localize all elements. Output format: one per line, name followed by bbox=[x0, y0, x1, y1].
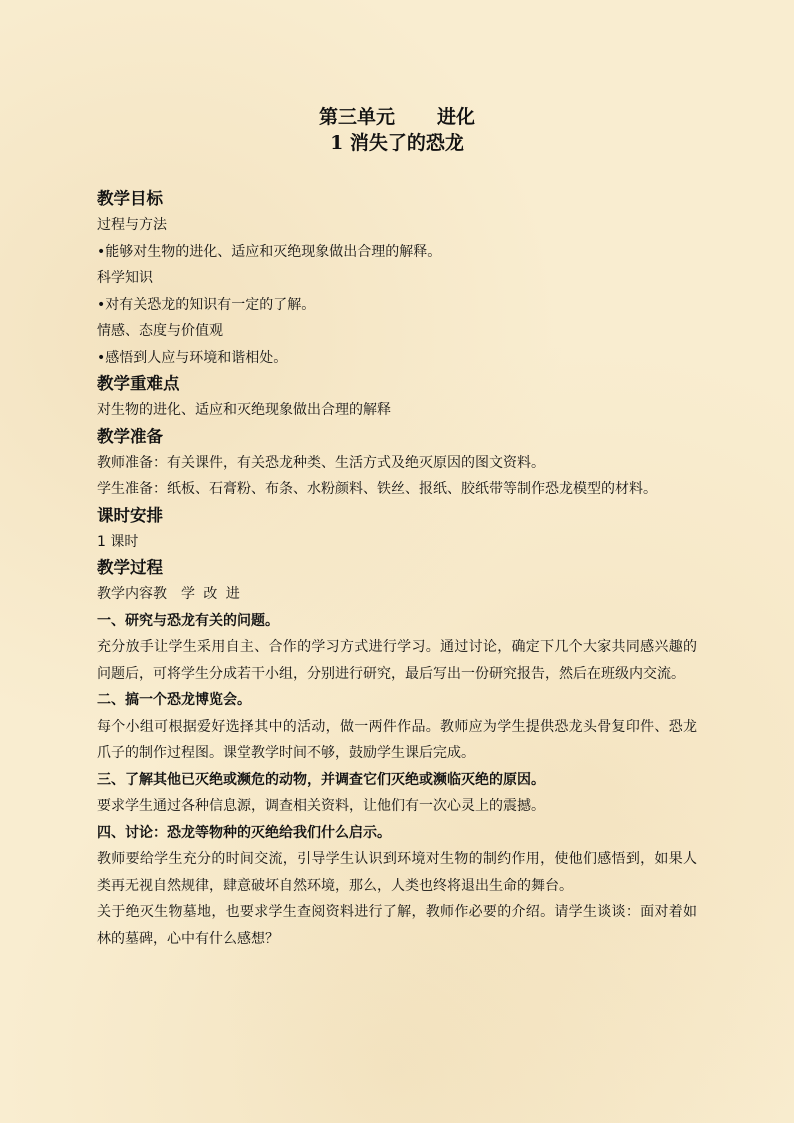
process-method-label: 过程与方法 bbox=[97, 217, 167, 233]
lesson-title: 1 消失了的恐龙 bbox=[330, 132, 464, 154]
student-preparation: 学生准备：纸板、石膏粉、布条、水粉颜料、铁丝、报纸、胶纸带等制作恐龙模型的材料。 bbox=[97, 481, 657, 497]
document-page bbox=[97, 104, 697, 952]
schedule-text: 1 课时 bbox=[97, 533, 139, 550]
unit-topic: 进化 bbox=[437, 106, 476, 128]
process-subheader bbox=[97, 581, 697, 608]
step-1-title: 一、研究与恐龙有关的问题。 bbox=[97, 612, 279, 629]
key-points-text: 对生物的进化、适应和灭绝现象做出合理的解释 bbox=[97, 402, 391, 418]
attitude-values-label: 情感、态度与价值观 bbox=[97, 323, 223, 339]
unit-title bbox=[97, 104, 697, 130]
process-subheader-a: 教学内容教 bbox=[97, 586, 167, 602]
step-2-title: 二、搞一个恐龙博览会。 bbox=[97, 692, 251, 708]
step-1-text: 充分放手让学生采用自主、合作的学习方式进行学习。通过讨论，确定下几个大家共同感兴趣的问题后，可将学生分成若干小组，分别进行研究，最后写出一份研究报告，然后在班级内交流。 bbox=[97, 639, 697, 682]
step-4-text: 教师要给学生充分的时间交流，引导学生认识到环境对生物的制约作用，使他们感悟到，如果人类再无视自然规律，肆意破坏自然环境，那么，人类也终将退出生命的舞台。 bbox=[97, 851, 697, 894]
teacher-preparation: 教师准备：有关课件，有关恐龙种类、生活方式及绝灭原因的图文资料。 bbox=[97, 454, 545, 471]
step-4-text-2: 关于绝灭生物墓地，也要求学生查阅资料进行了解，教师作必要的介绍。请学生谈谈：面对着如林的墓碑，心中有什么感想？ bbox=[97, 904, 697, 947]
process-subheader-b: 学改进 bbox=[181, 586, 249, 602]
step-2-text: 每个小组可根据爱好选择其中的活动，做一两件作品。教师应为学生提供恐龙头骨复印件、恐龙爪子的制作过程图。课堂教学时间不够，鼓励学生课后完成。 bbox=[97, 718, 697, 761]
process-heading: 教学过程 bbox=[97, 558, 163, 577]
unit-name: 第三单元 bbox=[318, 106, 395, 128]
attitude-values-item: •感悟到人应与环境和谐相处。 bbox=[97, 349, 288, 366]
step-3-title: 三、了解其他已灭绝或濒危的动物，并调查它们灭绝或濒临灭绝的原因。 bbox=[97, 771, 545, 788]
step-4-title: 四、讨论：恐龙等物种的灭绝给我们什么启示。 bbox=[97, 824, 391, 841]
title-block bbox=[97, 104, 697, 156]
key-points-heading: 教学重难点 bbox=[97, 374, 180, 393]
process-method-item: •能够对生物的进化、适应和灭绝现象做出合理的解释。 bbox=[97, 243, 442, 260]
science-knowledge-label: 科学知识 bbox=[97, 270, 153, 286]
step-3-text: 要求学生通过各种信息源，调查相关资料，让他们有一次心灵上的震撼。 bbox=[97, 798, 545, 814]
science-knowledge-item: •对有关恐龙的知识有一定的了解。 bbox=[97, 296, 316, 313]
schedule-heading: 课时安排 bbox=[97, 505, 163, 525]
objectives-heading: 教学目标 bbox=[97, 189, 163, 208]
preparation-heading: 教学准备 bbox=[97, 426, 163, 446]
